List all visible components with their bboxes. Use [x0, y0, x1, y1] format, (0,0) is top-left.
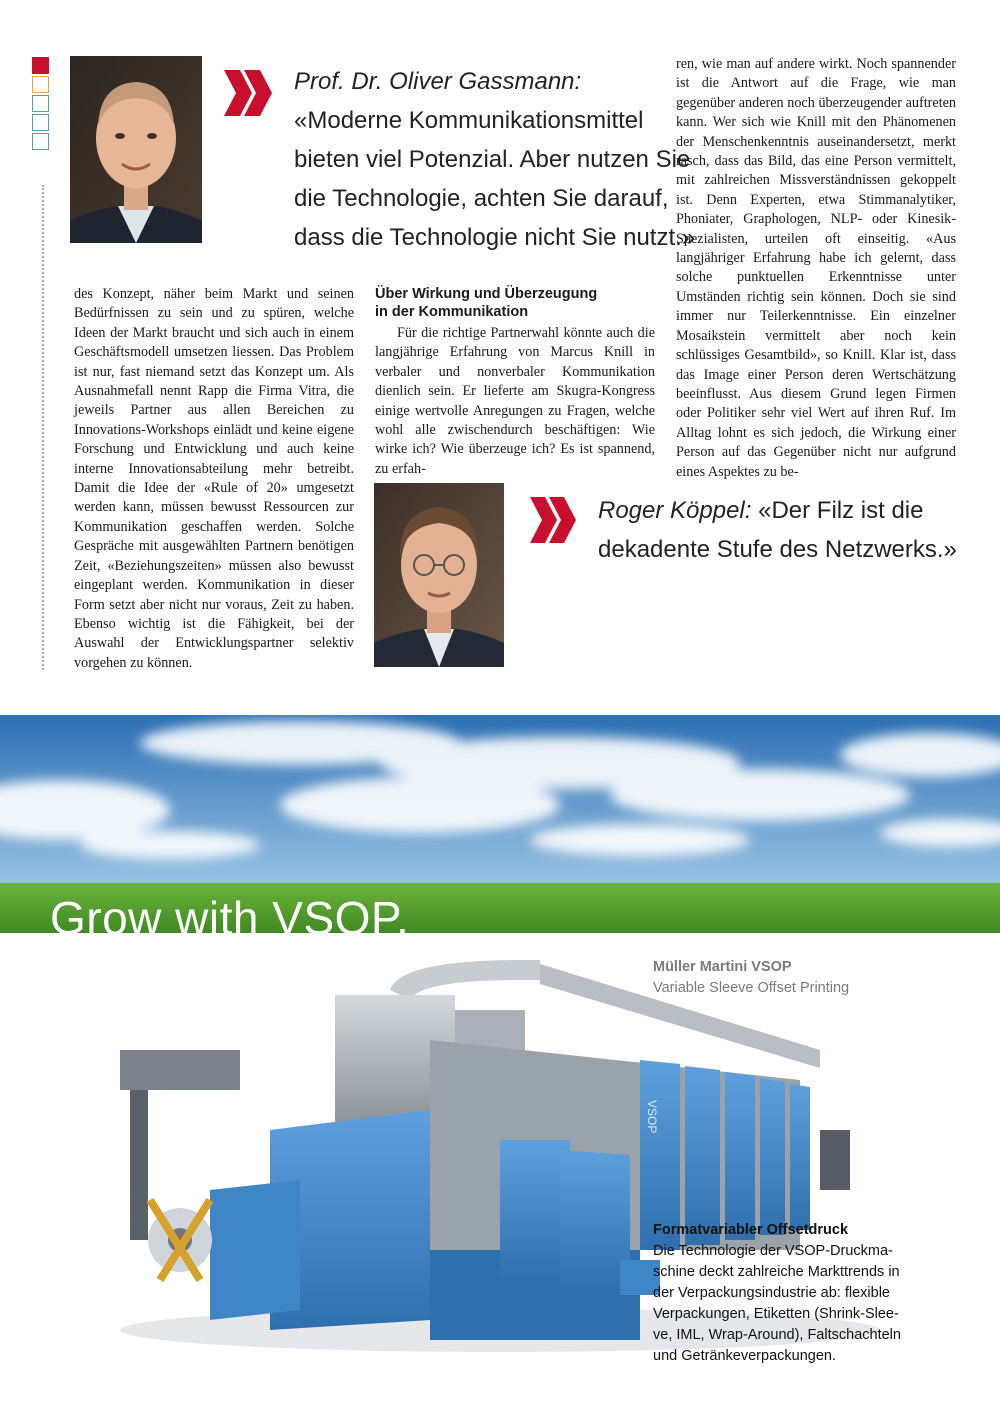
article-column-2 [375, 285, 655, 479]
quote-line: «Der Filz ist die [758, 497, 924, 524]
ad-brand-block [653, 957, 849, 999]
quote-line: bieten viel Potenzial. Aber nutzen Sie [294, 146, 691, 173]
color-square-icon [32, 114, 49, 131]
ad-copy-line: der Verpackungsindustrie ab: flexible [653, 1285, 890, 1301]
quote-line: dass die Technologie nicht Sie nutzt.» [294, 224, 696, 251]
section-heading [375, 285, 655, 321]
color-square-icon [32, 95, 49, 112]
ad-headline: Grow with VSOP. [50, 893, 410, 933]
double-chevron-quote-icon [528, 497, 578, 548]
quote-line: «Moderne Kommunikationsmittel [294, 107, 644, 134]
portrait-koeppel [374, 483, 504, 667]
ad-copy-line: und Getränkeverpackungen. [653, 1348, 836, 1364]
body-paragraph: ren, wie man auf andere wirkt. Noch spannender ist die Antwort auf die Frage, wie man gegenüber anderen noch überzeugender auftreten kann. Wer sich wie Knill mit den Phänomenen der Menschenkenntnis auseinandersetzt, merkt rasch, dass das Bild, das eine Person vermittelt, mit zahlreichen Missverständnissen gekoppelt ist. Denn Experten, etwa Stimmanalytiker, Phoniater, Graphologen, NLP- oder Kinesik-Spezialisten, urteilen oft einseitig. «Aus langjähriger Erfahrung habe ich gelernt, dass solche punktuellen Erkenntnisse unter Umständen richtig sein können. Doch sie sind immer nur Teilerkenntnisse. Ein einzelner Mosaikstein vermittelt aber noch kein schlüssiges Gesamtbild», so Knill. Klar ist, dass das Image einer Person deren Wertschätzung beeinflusst. Aus diesem Grund legen Firmen oder Politiker sehr viel Wert auf ihren Ruf. Im Alltag lohnt es sich jedoch, die Wirkung einer Person auf das Gegenüber nicht nur aufgrund eines Aspektes zu be- [676, 56, 956, 480]
section-heading-line: in der Kommunikation [375, 304, 529, 320]
color-square-icon [32, 57, 49, 74]
color-square-icon [32, 133, 49, 150]
ad-copy-line: ve, IML, Wrap-Around), Faltschachteln [653, 1327, 901, 1343]
body-paragraph: Für die richtige Partnerwahl könnte auch die langjährige Erfahrung von Marcus Knill in verbaler und nonverbaler Kommunikation dienlich sein. Er lieferte am Skugra-Kongress einige wertvolle Anregungen zu Fragen, welche wohl alle zwischendurch beschäftigen: Wie wirke ich? Wie überzeuge ich? Es ist spannend, zu erfah- [375, 325, 655, 477]
ad-tagline: Variable Sleeve Offset Printing [653, 980, 850, 996]
quote-author: Roger Köppel: [598, 497, 752, 524]
section-heading-line: Über Wirkung und Überzeugung [375, 286, 598, 302]
double-chevron-quote-icon [222, 70, 274, 121]
article-column-3 [676, 55, 956, 482]
portrait-gassmann [70, 56, 202, 243]
quote-author: Prof. Dr. Oliver Gassmann: [294, 68, 582, 95]
dotted-divider [42, 185, 44, 670]
article-column-1 [74, 285, 354, 673]
machine-label: VSOP [645, 1100, 659, 1134]
pull-quote-koeppel [598, 491, 988, 569]
ad-copy-line: Die Technologie der VSOP-Druckma- [653, 1243, 893, 1259]
ad-copy-line: schine deckt zahlreiche Markttrends in [653, 1264, 900, 1280]
quote-line: dekadente Stufe des Netzwerks.» [598, 536, 957, 563]
pull-quote-gassmann [294, 62, 696, 257]
ad-copy-block [653, 1220, 953, 1367]
ad-copy-heading: Formatvariabler Offsetdruck [653, 1222, 849, 1238]
quote-line: die Technologie, achten Sie darauf, [294, 185, 669, 212]
color-square-icon [32, 76, 49, 93]
body-paragraph: des Konzept, näher beim Markt und seinen Bedürfnissen zu sein und zu spüren, welche Ideen der Markt braucht und sich auch in einem Geschäftsmodell umsetzen liessen. Das Problem ist nur, fast niemand setzt das Konzept um. Als Ausnahmefall nennt Rapp die Firma Vitra, die jeweils Partner aus allen Bereichen zu Innovations-Workshops einlädt und keine eigene Forschung und Entwicklung und auch keine interne Innovationsabteilung mehr betreibt. Damit die Idee der «Rule of 20» umgesetzt werden kann, müssen bewusst Ressourcen zur Kommunikation geschaffen werden. Solche Gespräche mit ausgewählten Partnern benötigen Zeit, «Beziehungszeiten» müssen also bewusst eingeplant werden. Kommunikation in dieser Form setzt aber nicht nur voraus, Zeit zu haben. Ebenso wichtig ist die Fähigkeit, bei der Auswahl der Entwicklungspartner selektiv vorgehen zu können. [74, 286, 354, 671]
ad-copy-line: Verpackungen, Etiketten (Shrink-Slee- [653, 1306, 899, 1322]
color-squares [32, 57, 52, 152]
ad-brand-name: Müller Martini VSOP [653, 959, 792, 975]
